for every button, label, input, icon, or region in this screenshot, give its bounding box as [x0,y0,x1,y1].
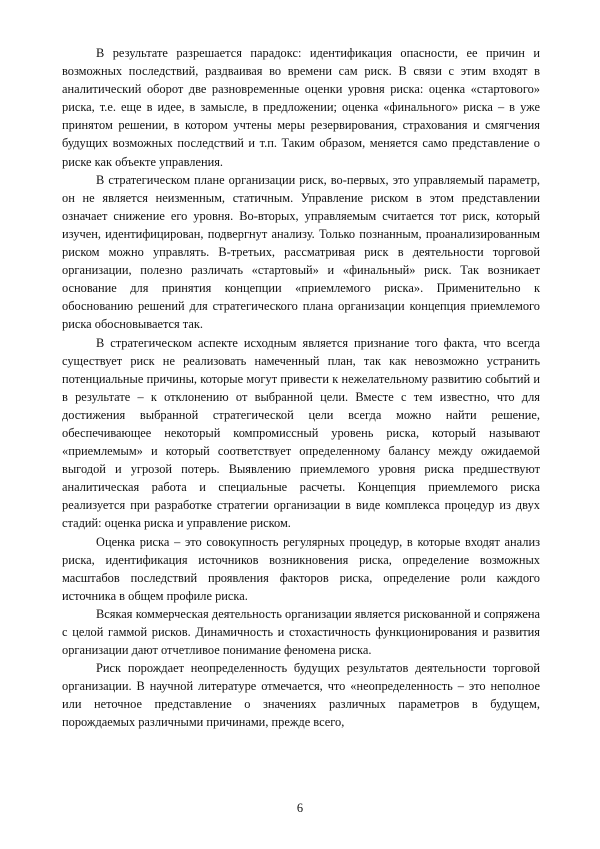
body-text [62,44,540,732]
paragraph-5: Всякая коммерческая деятельность организации является рискованной и сопряжена с целой гаммой рисков. Динамичность и стохастичность функционирования и развития организации дают отчетливое понимание феномена риска. [62,606,540,658]
paragraph-1: В результате разрешается парадокс: идентификация опасности, ее причин и возможных последствий, раздваивая во времени сам риск. В связи с этим входят в аналитический оборот две разновременные оценки уровня риска: оценка «стартового» риска, т.е. еще в идее, в замысле, в предложении; оценка «финального» риска – в уже принятом решении, в котором учтены меры резервирования, страхования и смягчения будущих возможных последствий и т.п. Таким образом, меняется само представление о риске как объекте управления. [62,46,540,169]
paragraph-2: В стратегическом плане организации риск, во-первых, это управляемый параметр, он не является неизменным, статичным. Управление риском в этом представлении означает снижение его уровня. Во-вторых, управляемым считается тот риск, который изучен, идентифицирован, подвергнут анализу. Только познанным, проанализированным риском можно управлять. В-третьих, рассматривая риск в деятельности торговой организации, полезно различать «стартовый» и «финальный» риск. Так возникает основание для принятия концепции «приемлемого риска». Применительно к обоснованию решений для стратегического плана организации концепция приемлемого риска обосновывается так. [62,172,540,332]
paragraph-4: Оценка риска – это совокупность регулярных процедур, в которые входят анализ риска, идентификация источников возникновения риска, определение возможных масштабов последствий проявления факторов риска, определение роли каждого источника в общем профиле риска. [62,534,540,603]
paragraph-6: Риск порождает неопределенность будущих результатов деятельности торговой организации. В научной литературе отмечается, что «неопределенность – это неполное или неточное представление о значениях различных параметров в будущем, порождаемых различными причинами, прежде всего, [62,661,540,730]
paragraph-3: В стратегическом аспекте исходным является признание того факта, что всегда существует риск не реализовать намеченный план, так как невозможно устранить потенциальные причины, которые могут привести к нежелательному развитию событий и в результате – к отклонению от выбранной цели. Вместе с тем известно, что для достижения выбранной стратегической цели всегда можно найти решение, обеспечивающее некоторый компромиссный уровень риска, который называют «приемлемым» и который соответствует определенному балансу между ожидаемой выгодой и угрозой потерь. Выявлению приемлемого уровня риска предшествуют аналитическая работа и специальные расчеты. Концепция приемлемого риска реализуется при разработке стратегии организации в виде комплекса процедур из двух стадий: оценка риска и управление риском. [62,335,540,531]
page-number: 6 [296,801,304,815]
